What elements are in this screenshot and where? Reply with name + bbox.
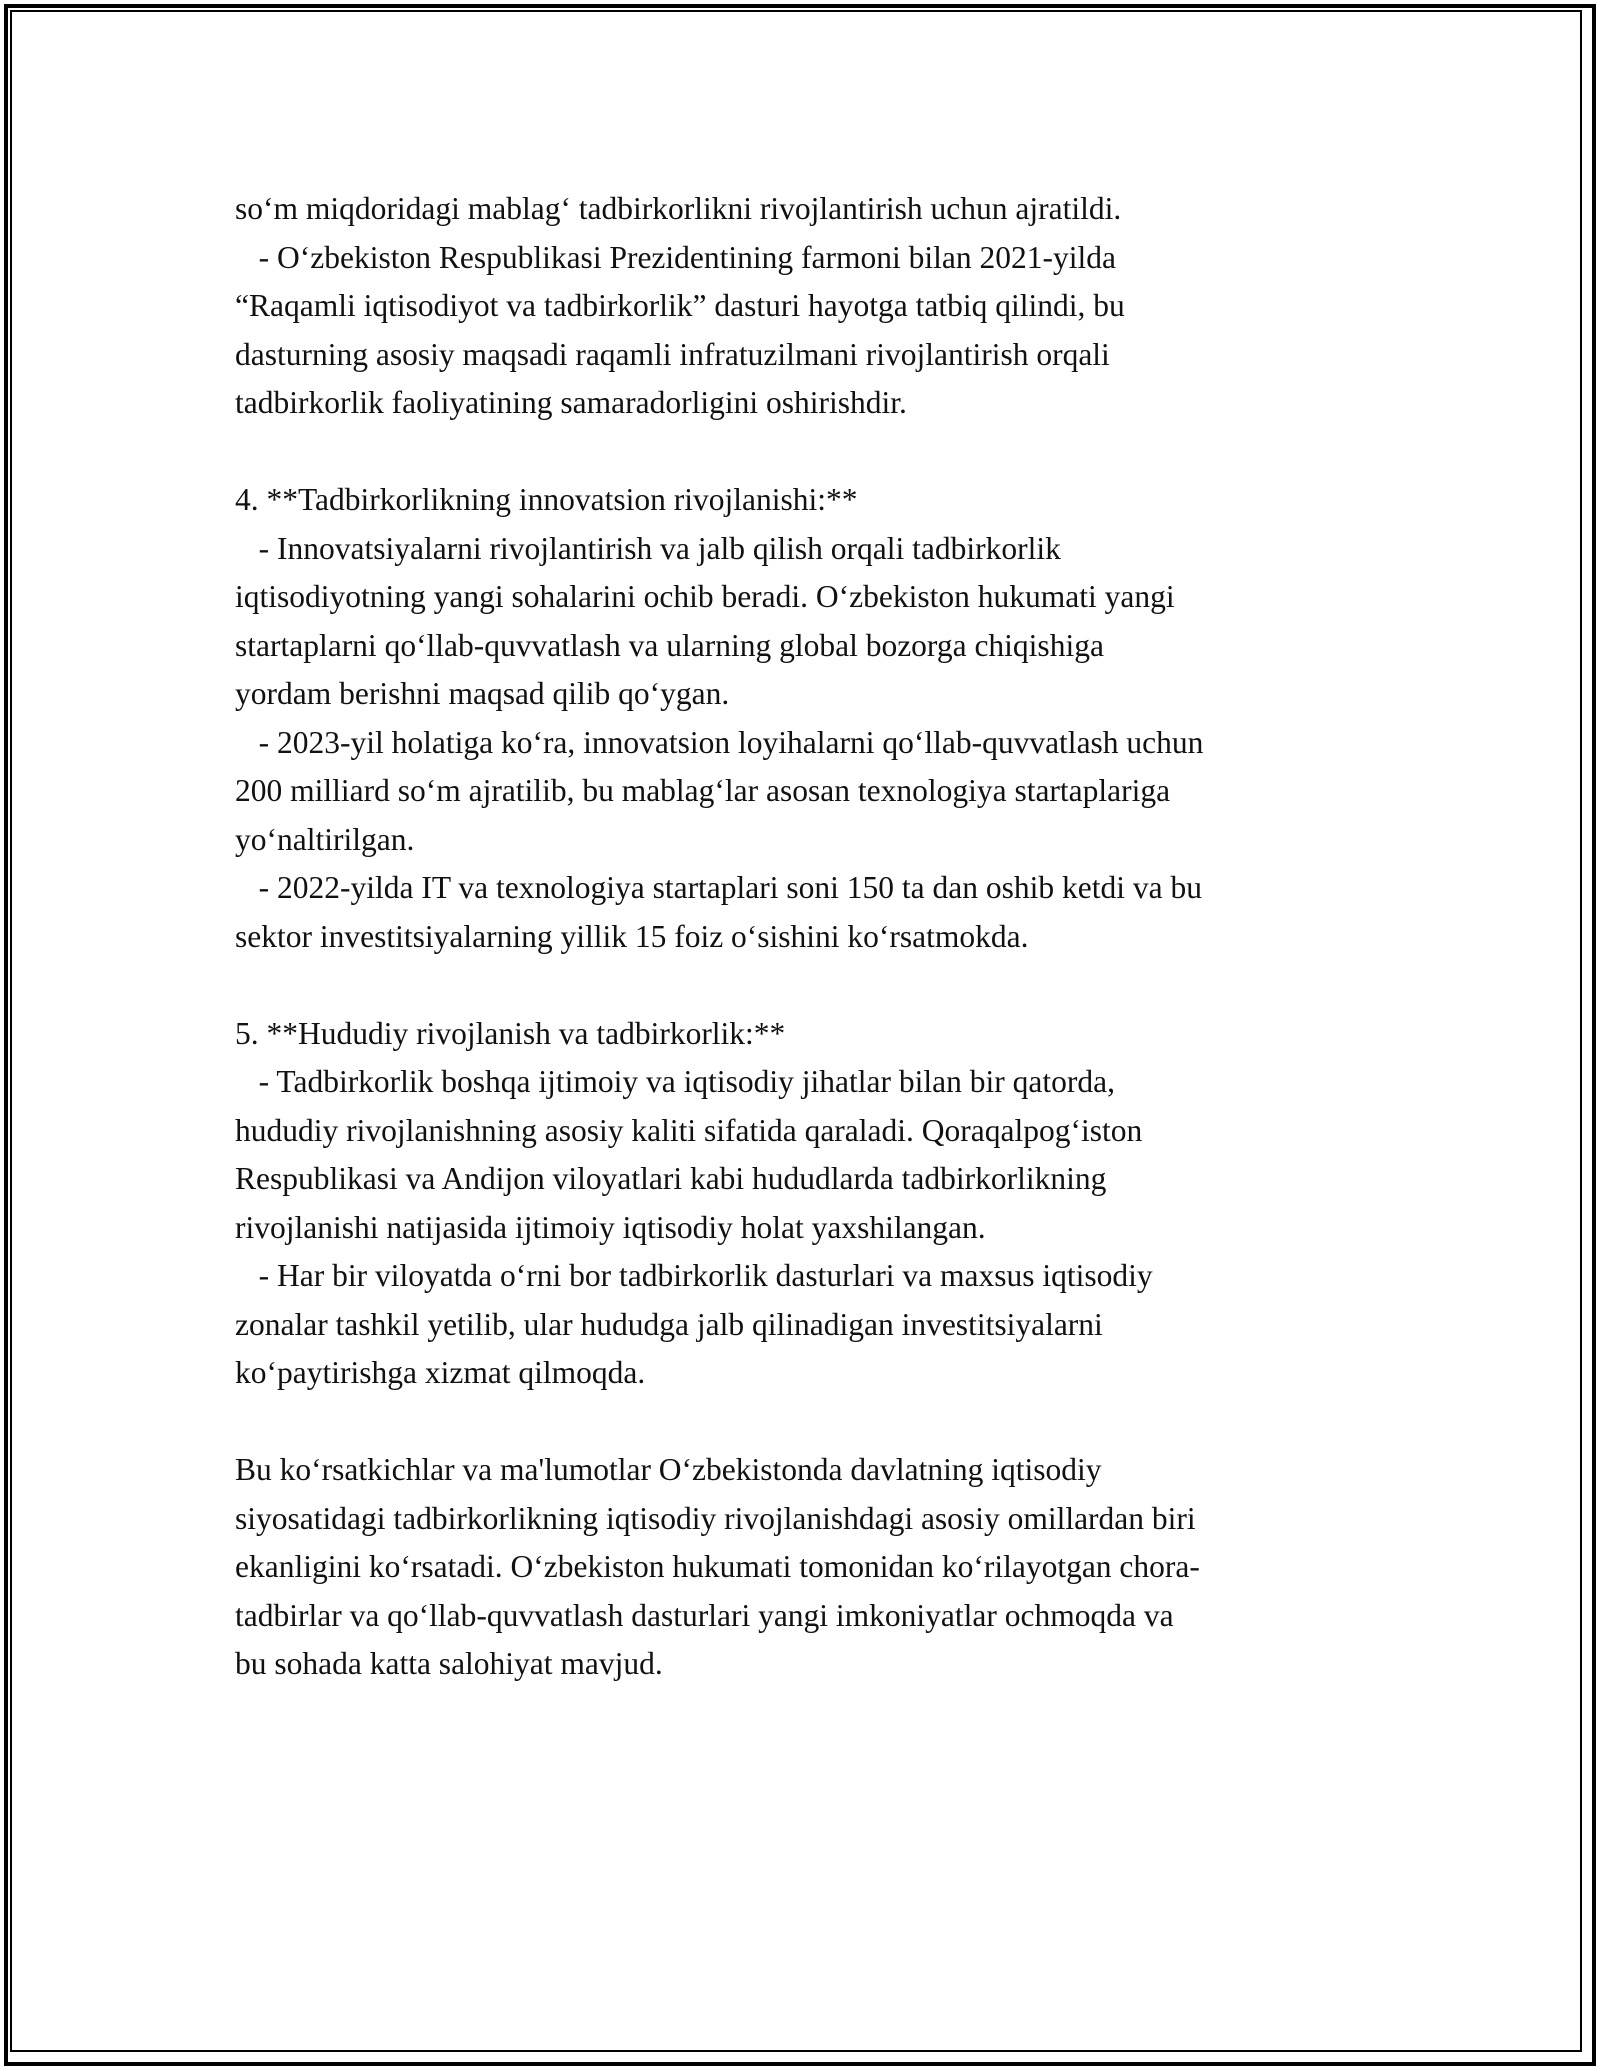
text-line: - 2022-yilda IT va texnologiya startaplari soni 150 ta dan oshib ketdi va bu: [235, 870, 1202, 905]
text-line: - 2023-yil holatiga ko‘ra, innovatsion loyihalarni qo‘llab-quvvatlash uchun: [235, 724, 1204, 760]
text-line: hududiy rivojlanishning asosiy kaliti sifatida qaraladi. Qoraqalpog‘iston: [235, 1112, 1143, 1148]
text-line: startaplarni qo‘llab-quvvatlash va ularning global bozorga chiqishiga: [235, 627, 1104, 663]
text-line: so‘m miqdoridagi mablag‘ tadbirkorlikni rivojlantirish uchun ajratildi.: [235, 191, 1122, 226]
text-line: sektor investitsiyalarning yillik 15 foiz o‘sishini ko‘rsatmokda.: [235, 918, 1029, 954]
text-line: yo‘naltirilgan.: [235, 821, 415, 857]
text-line: - Tadbirkorlik boshqa ijtimoiy va iqtisodiy jihatlar bilan bir qatorda,: [235, 1064, 1115, 1099]
document-body: [235, 185, 1375, 1689]
text-line: zonalar tashkil yetilib, ular hududga jalb qilinadigan investitsiyalarni: [235, 1306, 1103, 1342]
text-line: ko‘paytirishga xizmat qilmoqda.: [235, 1355, 646, 1390]
text-line: Respublikasi va Andijon viloyatlari kabi hududlarda tadbirkorlikning: [235, 1161, 1107, 1196]
section-heading: 4. **Tadbirkorlikning innovatsion rivojlanishi:**: [235, 482, 858, 517]
text-line: Bu ko‘rsatkichlar va ma'lumotlar O‘zbekistonda davlatning iqtisodiy: [235, 1452, 1102, 1487]
text-line: tadbirkorlik faoliyatining samaradorligini oshirishdir.: [235, 385, 907, 420]
text-line: “Raqamli iqtisodiyot va tadbirkorlik” dasturi hayotga tatbiq qilindi, bu: [235, 288, 1125, 323]
blank-line: [235, 961, 1375, 1010]
text-line: yordam berishni maqsad qilib qo‘ygan.: [235, 676, 730, 711]
text-line: iqtisodiyotning yangi sohalarini ochib beradi. O‘zbekiston hukumati yangi: [235, 579, 1175, 614]
text-line: 200 milliard so‘m ajratilib, bu mablag‘lar asosan texnologiya startaplariga: [235, 773, 1171, 808]
text-line: - Innovatsiyalarni rivojlantirish va jalb qilish orqali tadbirkorlik: [235, 530, 1061, 566]
text-line: tadbirlar va qo‘llab-quvvatlash dasturlari yangi imkoniyatlar ochmoqda va: [235, 1597, 1174, 1633]
text-line: ekanligini ko‘rsatadi. O‘zbekiston hukumati tomonidan ko‘rilayotgan chora-: [235, 1549, 1200, 1584]
text-line: bu sohada katta salohiyat mavjud.: [235, 1646, 663, 1681]
text-line: - Har bir viloyatda o‘rni bor tadbirkorlik dasturlari va maxsus iqtisodiy: [235, 1258, 1153, 1293]
section-heading: 5. **Hududiy rivojlanish va tadbirkorlik:**: [235, 1015, 786, 1051]
text-line: rivojlanishi natijasida ijtimoiy iqtisodiy holat yaxshilangan.: [235, 1209, 986, 1245]
blank-line: [235, 1398, 1375, 1447]
blank-line: [235, 428, 1375, 477]
text-line: - O‘zbekiston Respublikasi Prezidentining farmoni bilan 2021-yilda: [235, 239, 1116, 275]
text-line: siyosatidagi tadbirkorlikning iqtisodiy rivojlanishdagi asosiy omillardan biri: [235, 1500, 1196, 1536]
text-line: dasturning asosiy maqsadi raqamli infratuzilmani rivojlantirish orqali: [235, 336, 1110, 372]
